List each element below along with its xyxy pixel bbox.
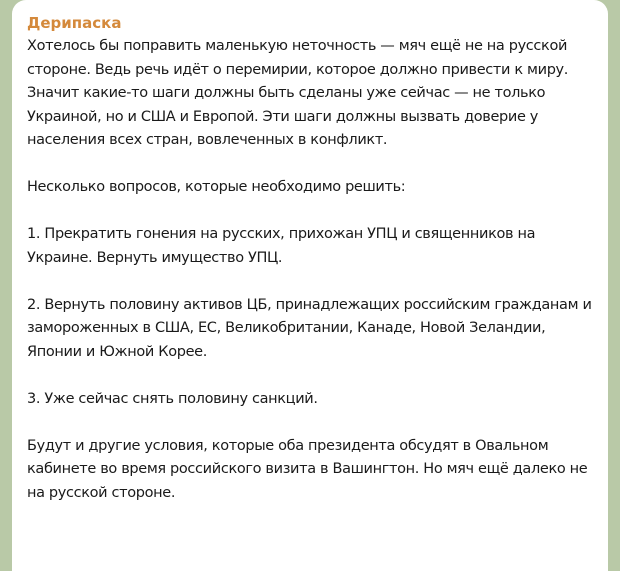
message-paragraph: Несколько вопросов, которые необходимо решить: bbox=[27, 179, 406, 195]
message-paragraph: 1. Прекратить гонения на русских, прихожан УПЦ и священников на Украине. Вернуть имущество УПЦ. bbox=[27, 226, 536, 266]
sender-name[interactable]: Дерипаска bbox=[27, 14, 122, 32]
message-paragraph: Будут и другие условия, которые оба президента обсудят в Овальном кабинете во время российского визита в Вашингтон. Но мяч ещё далеко не на русской стороне. bbox=[27, 437, 588, 501]
message-bubble[interactable] bbox=[12, 0, 608, 571]
message-text bbox=[27, 35, 594, 505]
message-paragraph: Хотелось бы поправить маленькую неточность — мяч ещё не на русской стороне. Ведь речь идёт о перемирии, которое должно привести к миру. Значит какие-то шаги должны быть сделаны уже сейчас — не только Украиной, но и США и Европой. Эти шаги должны вызвать доверие у населения всех стран, вовлеченных в конфликт. bbox=[27, 38, 569, 148]
message-paragraph: 3. Уже сейчас снять половину санкций. bbox=[27, 390, 318, 407]
message-paragraph: 2. Вернуть половину активов ЦБ, принадлежащих российским гражданам и замороженных в США, ЕС, Великобритании, Канаде, Новой Зеландии, Японии и Южной Корее. bbox=[27, 296, 592, 360]
